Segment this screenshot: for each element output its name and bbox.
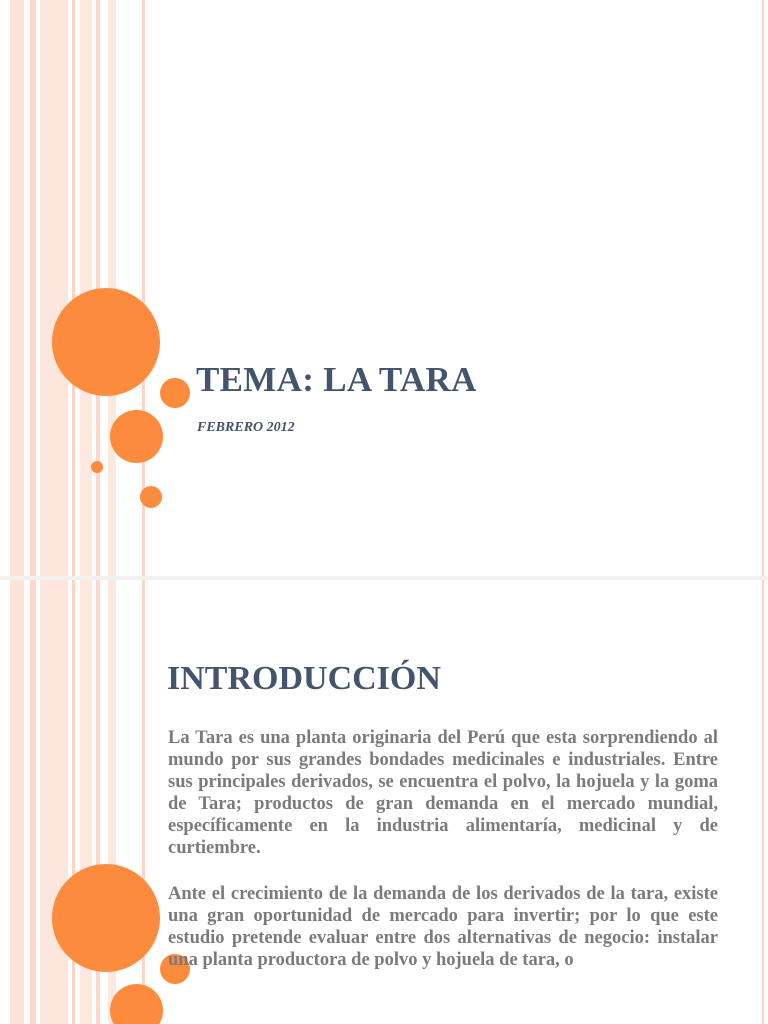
slide-title: TEMA: LA TARA — [196, 360, 477, 399]
paragraph: Ante el crecimiento de la demanda de los derivados de la tara, existe una gran oportunidad de mercado para invertir; por lo que este estudio pretende evaluar entre dos alternativas de negocio: instalar una planta productora de polvo y hojuela de tara, o — [168, 884, 718, 970]
paragraph: La Tara es una planta originaria del Perú que esta sorprendiendo al mundo por sus grandes bondades medicinales e industriales. Entre sus principales derivados, se encuentra el polvo, la hojuela y la goma de Tara; productos de gran demanda en el mercado mundial, específicamente en la industria alimentaría, medicinal y de curtiembre. — [168, 728, 718, 858]
right-border-line — [762, 580, 764, 1024]
slide-subtitle: FEBRERO 2012 — [197, 420, 295, 435]
right-border-line — [762, 0, 764, 576]
slide-heading: INTRODUCCIÓN — [167, 660, 441, 697]
small-orange-circle-2 — [140, 486, 162, 508]
content-slide — [0, 580, 768, 1024]
large-orange-circle — [52, 864, 160, 972]
slide-body — [168, 727, 718, 995]
small-orange-circle — [160, 378, 190, 408]
decorative-stripes — [0, 0, 160, 576]
tiny-orange-circle — [91, 461, 103, 473]
medium-orange-circle — [110, 410, 163, 463]
large-orange-circle — [52, 288, 160, 396]
